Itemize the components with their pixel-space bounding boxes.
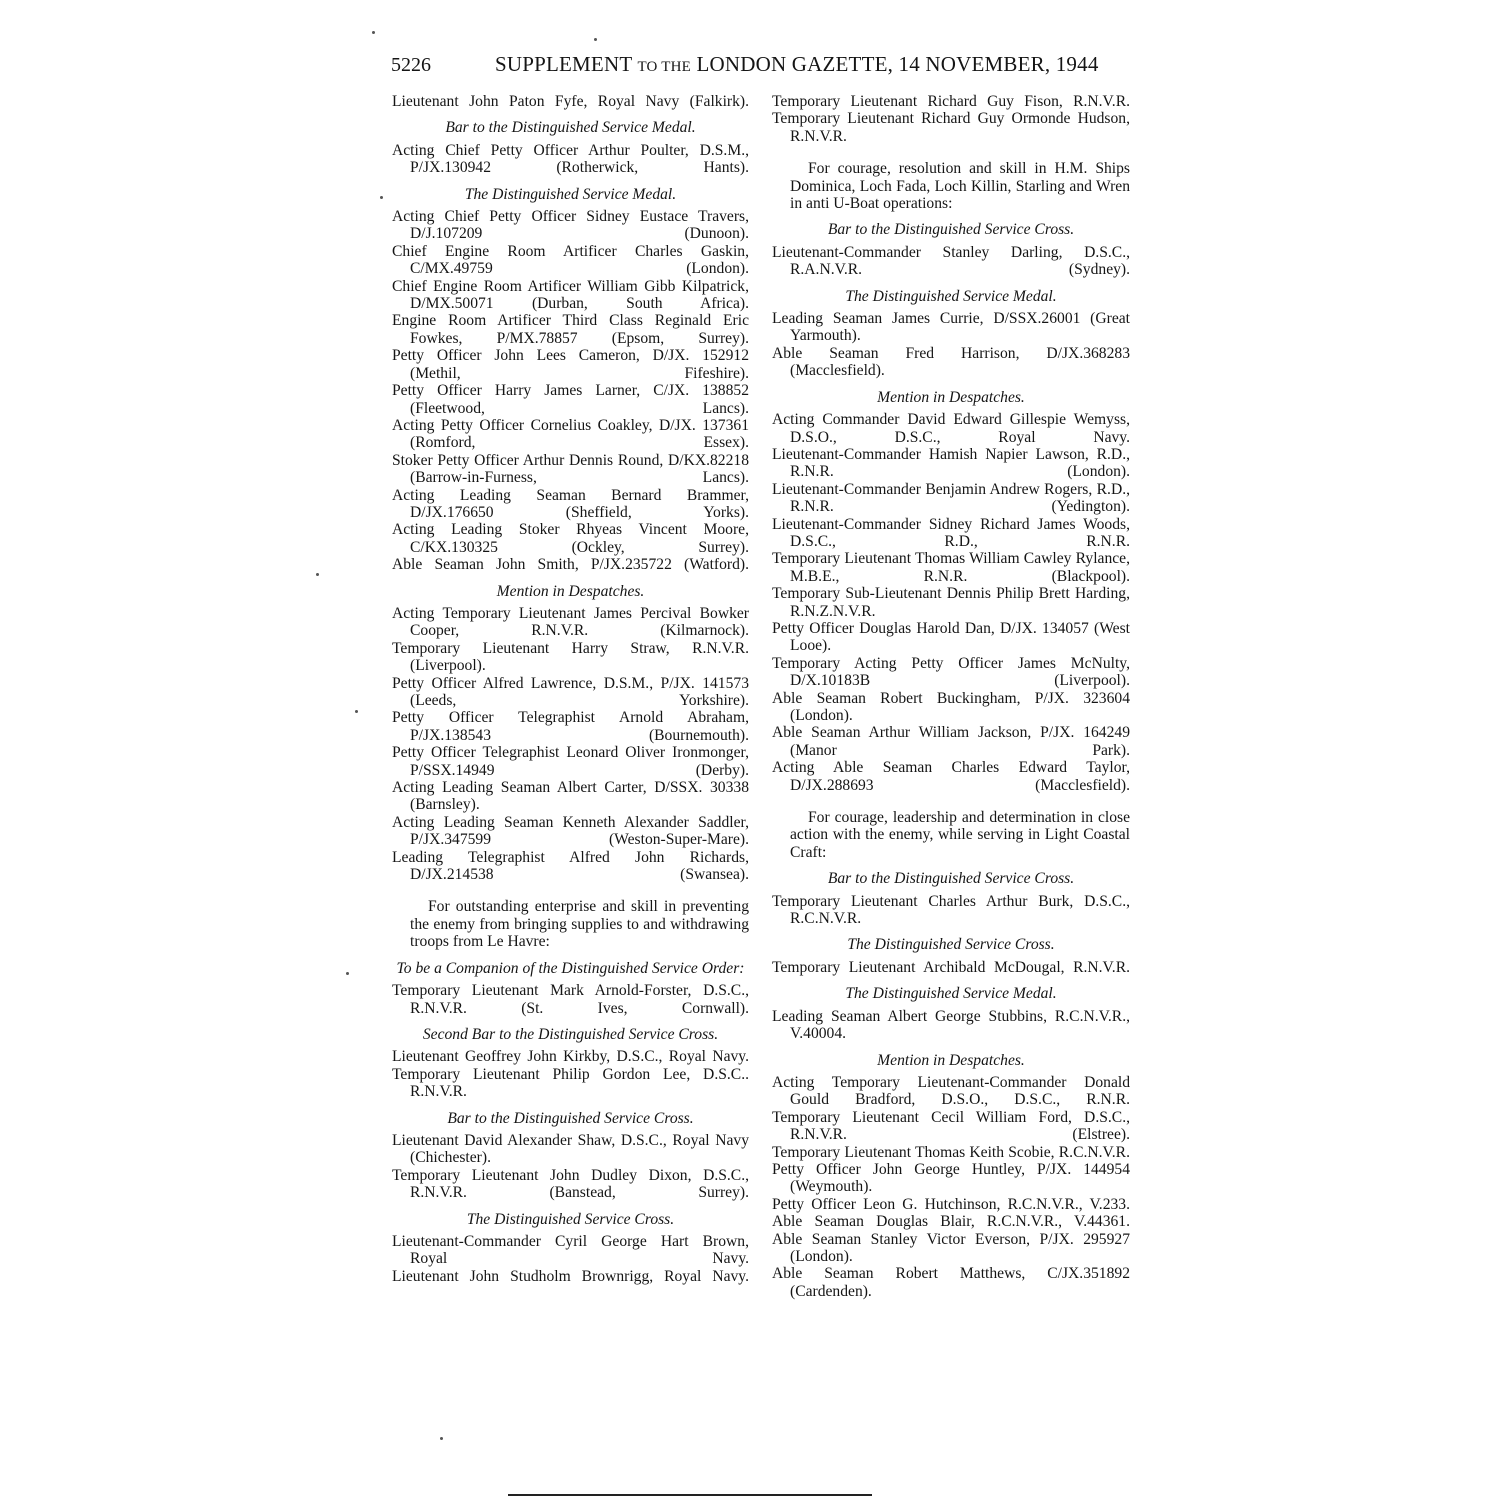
award-entry: Lieutenant David Alexander Shaw, D.S.C., Royal Navy (Chichester). [392,1131,749,1167]
section-heading: Bar to the Distinguished Service Cross. [827,870,1075,888]
scan-speck [316,573,319,576]
award-entry: Able Seaman Robert Buckingham, P/JX. 323604 (London). [772,689,1130,724]
award-entry: Petty Officer Telegraphist Arnold Abraham, P/JX.138543 (Bournemouth). [392,709,749,744]
section-heading: Bar to the Distinguished Service Medal. [445,119,696,137]
section-heading: The Distinguished Service Medal. [845,287,1057,305]
section-heading: The Distinguished Service Medal. [845,985,1057,1003]
award-entry: Able Seaman John Smith, P/JX.235722 (Watford). [392,556,749,574]
scan-speck [380,196,383,199]
award-entry: Lieutenant John Paton Fyfe, Royal Navy (Falkirk). [392,93,749,110]
award-entry: Lieutenant John Studholm Brownrigg, Royal Navy. [392,1267,749,1285]
scan-speck [440,1437,443,1440]
award-entry: Able Seaman Fred Harrison, D/JX.368283 (Macclesfield). [772,344,1130,380]
award-entry: Chief Engine Room Artificer William Gibb Kilpatrick, D/MX.50071 (Durban, South Africa). [392,277,749,313]
section-heading: The Distinguished Service Cross. [847,936,1055,954]
scan-speck [355,710,358,713]
award-entry: Able Seaman Douglas Blair, R.C.N.V.R., V.44361. [772,1213,1130,1231]
award-entry: Able Seaman Arthur William Jackson, P/JX. 164249 (Manor Park). [772,724,1130,759]
award-entry: Temporary Lieutenant Richard Guy Fison, R.N.V.R. [772,93,1130,110]
scan-speck [372,31,375,34]
award-entry: Acting Petty Officer Cornelius Coakley, D/JX. 137361 (Romford, Essex). [392,416,749,452]
section-heading: The Distinguished Service Medal. [464,185,677,203]
award-entry: Petty Officer Telegraphist Leonard Oliver Ironmonger, P/SSX.14949 (Derby). [392,744,749,779]
award-entry: Acting Chief Petty Officer Arthur Poulter, D.S.M., P/JX.130942 (Rotherwick, Hants). [392,141,749,177]
award-entry: Temporary Lieutenant Charles Arthur Burk, D.S.C., R.C.N.V.R. [772,892,1130,928]
award-entry: Acting Leading Seaman Bernard Brammer, D/JX.176650 (Sheffield, Yorks). [392,486,749,521]
award-entry: Acting Leading Stoker Rhyeas Vincent Moore, C/KX.130325 (Ockley, Surrey). [392,521,749,556]
award-entry: Leading Seaman Albert George Stubbins, R.C.N.V.R., V.40004. [772,1007,1130,1043]
award-entry: Temporary Lieutenant Thomas William Cawley Rylance, M.B.E., R.N.R. (Blackpool). [772,550,1130,585]
award-entry: Petty Officer Douglas Harold Dan, D/JX. 134057 (West Looe). [772,619,1130,655]
section-heading: To be a Companion of the Distinguished Service Order: [396,959,745,977]
award-entry: Temporary Acting Petty Officer James McNulty, D/X.10183B (Liverpool). [772,654,1130,690]
award-entry: Stoker Petty Officer Arthur Dennis Round, D/KX.82218 (Barrow-in-Furness, Lancs). [392,451,749,487]
award-entry: Temporary Lieutenant Philip Gordon Lee, D.S.C.. R.N.V.R. [392,1065,749,1101]
page-number: 5226 [391,54,431,76]
award-entry: Petty Officer Harry James Larner, C/JX. 138852 (Fleetwood, Lancs). [392,382,749,417]
citation-paragraph: For courage, resolution and skill in H.M. Ships Dominica, Loch Fada, Loch Killin, Starling and Wren in anti U-Boat operations: [790,160,1130,213]
section-heading: Second Bar to the Distinguished Service Cross. [422,1025,719,1043]
section-heading: Bar to the Distinguished Service Cross. [827,221,1075,239]
award-entry: Temporary Lieutenant Harry Straw, R.N.V.R. (Liverpool). [392,639,749,675]
scan-speck [594,38,597,41]
scan-speck [346,972,349,975]
award-entry: Acting Temporary Lieutenant-Commander Donald Gould Bradford, D.S.O., D.S.C., R.N.R. [772,1073,1130,1109]
award-entry: Temporary Lieutenant John Dudley Dixon, D.S.C., R.N.V.R. (Banstead, Surrey). [392,1166,749,1202]
award-entry: Petty Officer Leon G. Hutchinson, R.C.N.V.R., V.233. [772,1195,1130,1213]
bottom-rule [508,1494,872,1496]
award-entry: Engine Room Artificer Third Class Reginald Eric Fowkes, P/MX.78857 (Epsom, Surrey). [392,312,749,347]
award-entry: Temporary Lieutenant Cecil William Ford, D.S.C., R.N.V.R. (Elstree). [772,1108,1130,1144]
award-entry: Acting Commander David Edward Gillespie Wemyss, D.S.O., D.S.C., Royal Navy. [772,411,1130,446]
award-entry: Acting Leading Seaman Kenneth Alexander Saddler, P/JX.347599 (Weston-Super-Mare). [392,813,749,849]
award-entry: Chief Engine Room Artificer Charles Gaskin, C/MX.49759 (London). [392,242,749,278]
award-entry: Able Seaman Stanley Victor Everson, P/JX. 295927 (London). [772,1230,1130,1265]
award-entry: Acting Temporary Lieutenant James Percival Bowker Cooper, R.N.V.R. (Kilmarnock). [392,604,749,640]
award-entry: Lieutenant-Commander Sidney Richard James Woods, D.S.C., R.D., R.N.R. [772,515,1130,550]
section-heading: Mention in Despatches. [877,1051,1025,1069]
section-heading: Mention in Despatches. [877,388,1025,406]
title-to-the: TO THE [637,59,691,75]
title-supplement: SUPPLEMENT [495,52,632,76]
award-entry: Petty Officer John George Huntley, P/JX. 144954 (Weymouth). [772,1160,1130,1196]
section-heading: Bar to the Distinguished Service Cross. [447,1109,694,1127]
title-gazette-date: LONDON GAZETTE, 14 NOVEMBER, 1944 [696,52,1099,76]
award-entry: Lieutenant-Commander Cyril George Hart Brown, Royal Navy. [392,1232,749,1268]
citation-paragraph: For courage, leadership and determination in close action with the enemy, while serving in Light Coastal Craft: [790,809,1130,861]
award-entry: Temporary Lieutenant Mark Arnold-Forster, D.S.C., R.N.V.R. (St. Ives, Cornwall). [392,982,749,1017]
section-heading: The Distinguished Service Cross. [466,1210,675,1228]
left-column [392,93,749,1285]
award-entry: Temporary Lieutenant Archibald McDougal, R.N.V.R. [772,958,1130,976]
award-entry: Temporary Lieutenant Thomas Keith Scobie, R.C.N.V.R. [772,1143,1130,1161]
award-entry: Acting Able Seaman Charles Edward Taylor, D/JX.288693 (Macclesfield). [772,759,1130,794]
award-entry: Acting Chief Petty Officer Sidney Eustace Travers, D/J.107209 (Dunoon). [392,208,749,243]
award-entry: Petty Officer Alfred Lawrence, D.S.M., P/JX. 141573 (Leeds, Yorkshire). [392,674,749,709]
award-entry: Leading Seaman James Currie, D/SSX.26001 (Great Yarmouth). [772,310,1130,345]
award-entry: Lieutenant-Commander Stanley Darling, D.S.C., R.A.N.V.R. (Sydney). [772,243,1130,279]
gazette-title [495,52,1099,77]
award-entry: Leading Telegraphist Alfred John Richards, D/JX.214538 (Swansea). [392,848,749,884]
right-column [772,93,1130,1300]
award-entry: Petty Officer John Lees Cameron, D/JX. 152912 (Methil, Fifeshire). [392,347,749,382]
award-entry: Temporary Sub-Lieutenant Dennis Philip Brett Harding, R.N.Z.N.V.R. [772,585,1130,620]
award-entry: Lieutenant-Commander Hamish Napier Lawson, R.D., R.N.R. (London). [772,445,1130,481]
award-entry: Lieutenant-Commander Benjamin Andrew Rogers, R.D., R.N.R. (Yedington). [772,480,1130,516]
section-heading: Mention in Despatches. [496,582,645,600]
citation-paragraph: For outstanding enterprise and skill in preventing the enemy from bringing supplies to and withdrawing troops from Le Havre: [410,898,749,951]
award-entry: Temporary Lieutenant Richard Guy Ormonde Hudson, R.N.V.R. [772,110,1130,145]
award-entry: Acting Leading Seaman Albert Carter, D/SSX. 30338 (Barnsley). [392,779,749,814]
award-entry: Lieutenant Geoffrey John Kirkby, D.S.C., Royal Navy. [392,1048,749,1066]
award-entry: Able Seaman Robert Matthews, C/JX.351892 (Cardenden). [772,1265,1130,1300]
